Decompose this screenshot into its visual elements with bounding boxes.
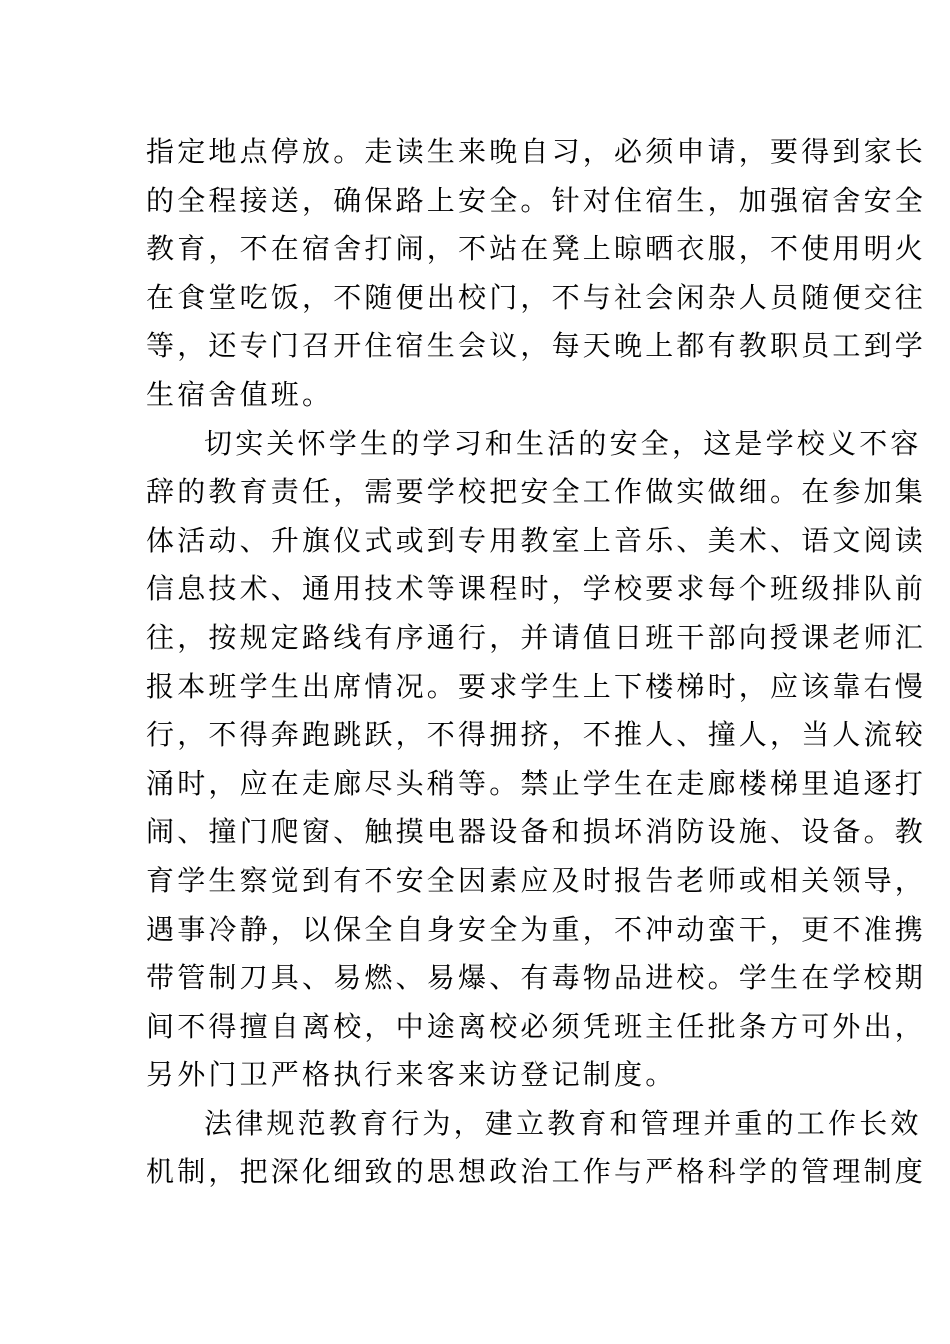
text-line: 育学生察觉到有不安全因素应及时报告老师或相关领导， [146, 863, 927, 897]
text-line: 间不得擅自离校，中途离校必须凭班主任批条方可外出， [146, 1009, 927, 1043]
text-line: 指定地点停放。走读生来晚自习，必须申请，要得到家长 [146, 135, 927, 168]
text-line: 报本班学生出席情况。要求学生上下楼梯时，应该靠右慢 [146, 669, 927, 703]
text-line: 遇事冷静，以保全自身安全为重，不冲动蛮干，更不准携 [146, 912, 927, 946]
text-line: 往，按规定路线有序通行，并请值日班干部向授课老师汇 [146, 620, 927, 654]
text-line: 机制，把深化细致的思想政治工作与严格科学的管理制度 [146, 1155, 927, 1189]
text-line: 在食堂吃饭，不随便出校门，不与社会闲杂人员随便交往 [146, 280, 927, 314]
text-line: 等，还专门召开住宿生会议，每天晚上都有教职员工到学 [146, 329, 927, 363]
text-line: 教育，不在宿舍打闹，不站在凳上晾晒衣服，不使用明火 [146, 232, 927, 266]
text-line: 闹、撞门爬窗、触摸电器设备和损坏消防设施、设备。教 [146, 815, 927, 849]
text-line: 体活动、升旗仪式或到专用教室上音乐、美术、语文阅读 [146, 523, 927, 557]
text-line: 辞的教育责任，需要学校把安全工作做实做细。在参加集 [146, 475, 927, 509]
text-line: 另外门卫严格执行来客来访登记制度。 [146, 1058, 677, 1092]
text-line: 行，不得奔跑跳跃，不得拥挤，不推人、撞人，当人流较 [146, 718, 927, 752]
paragraph-first-line: 法律规范教育行为，建立教育和管理并重的工作长效 [204, 1106, 922, 1140]
text-line: 带管制刀具、易燃、易爆、有毒物品进校。学生在学校期 [146, 961, 927, 995]
text-line: 信息技术、通用技术等课程时，学校要求每个班级排队前 [146, 572, 927, 606]
document-body [146, 128, 927, 1197]
paragraph-first-line: 切实关怀学生的学习和生活的安全，这是学校义不容 [204, 426, 922, 460]
text-line: 的全程接送，确保路上安全。针对住宿生，加强宿舍安全 [146, 183, 927, 217]
text-line: 涌时，应在走廊尽头稍等。禁止学生在走廊楼梯里追逐打 [146, 766, 927, 800]
text-line: 生宿舍值班。 [146, 377, 334, 411]
